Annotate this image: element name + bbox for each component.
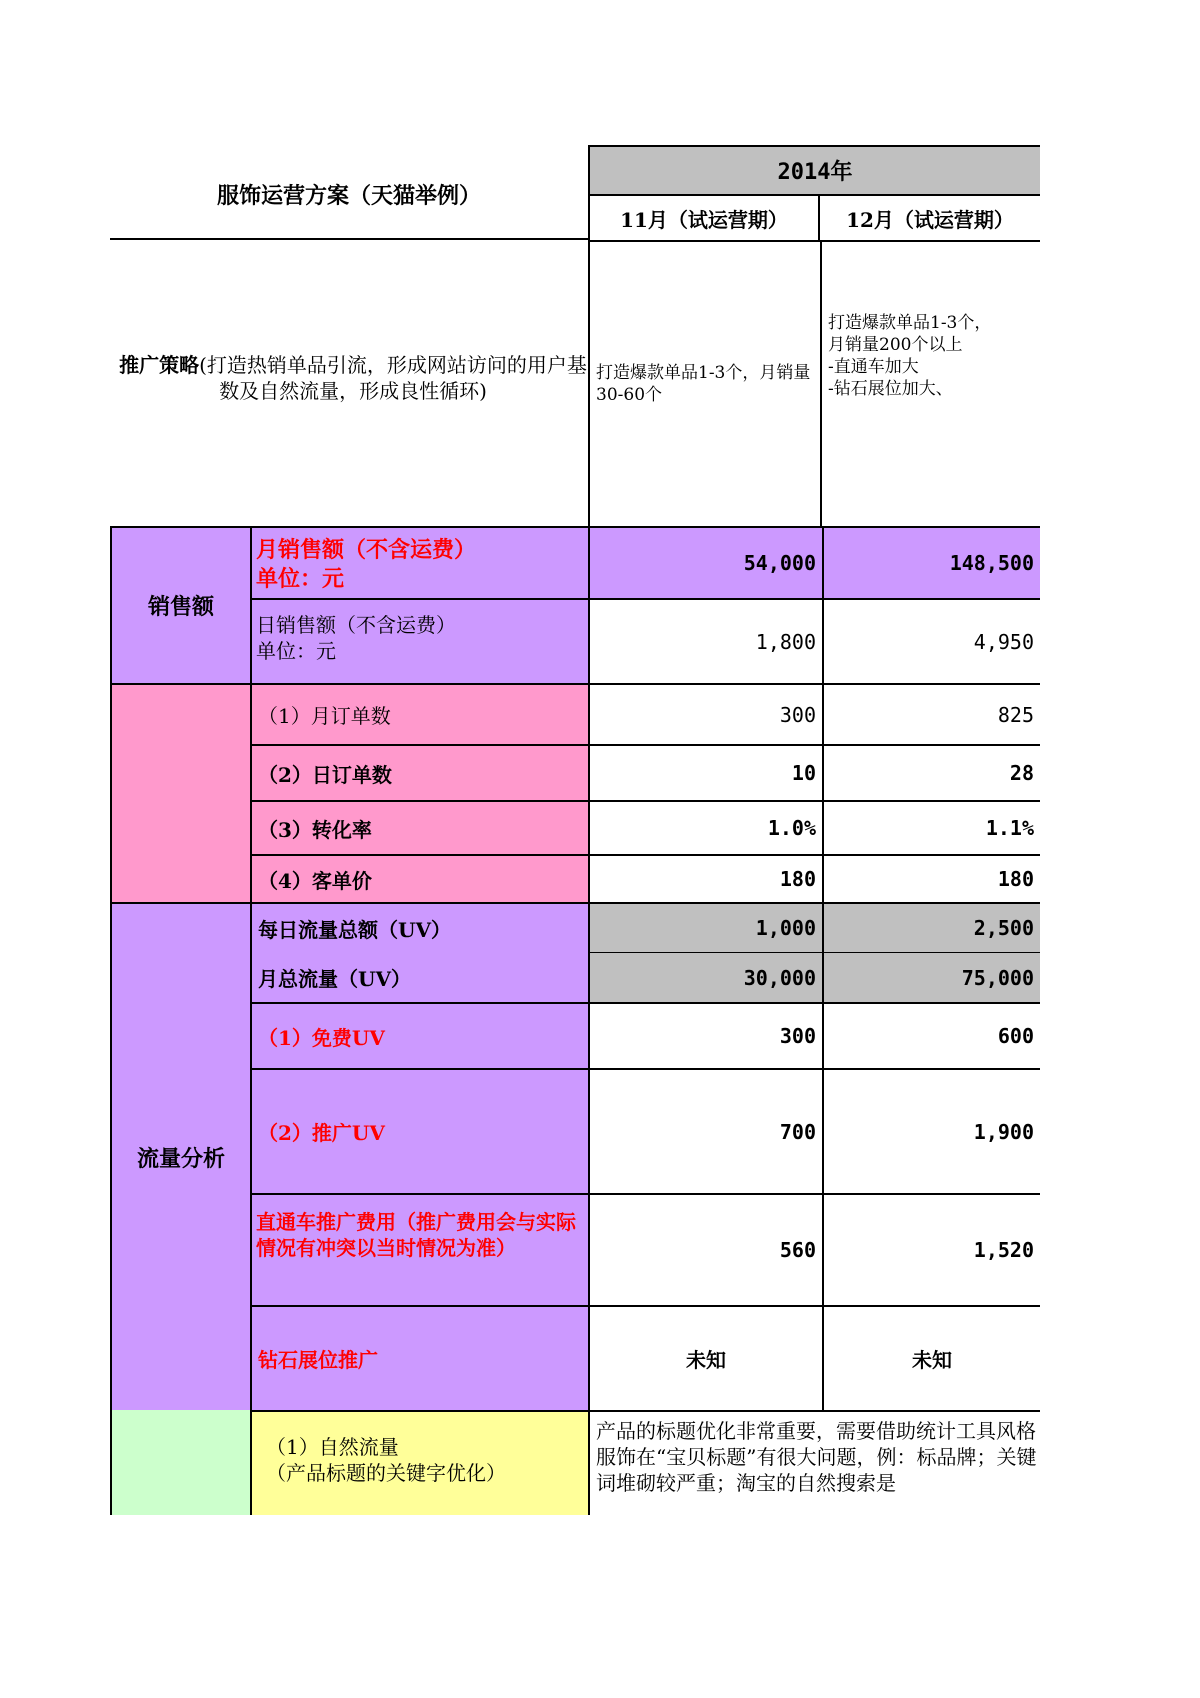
orders-row-2-dec: 28 (822, 744, 1040, 800)
promo-uv-dec: 1,900 (822, 1068, 1040, 1193)
zuanzhan-nov: 未知 (588, 1305, 822, 1410)
group-sales: 销售额 (110, 526, 252, 683)
daily-sales-nov: 1,800 (588, 600, 822, 683)
promo-uv-nov: 700 (588, 1068, 822, 1193)
orders-row-4-label: （4）客单价 (252, 854, 588, 902)
natural-note: 产品的标题优化非常重要，需要借助统计工具风格服饰在“宝贝标题”有很大问题，例：标品牌；关键词堆砌较严重；淘宝的自然搜索是 (588, 1410, 1040, 1515)
monthly-sales-label: 月销售额（不含运费） 单位：元 (252, 526, 588, 600)
strategy-label (118, 352, 588, 422)
monthly-uv-label: 月总流量（UV） (252, 952, 588, 1002)
ztc-nov: 560 (588, 1193, 822, 1305)
strategy-nov: 打造爆款单品1-3个，月销量30-60个 (588, 240, 822, 526)
strategy-dec: 打造爆款单品1-3个， 月销量200个以上 -直通车加大 -钻石展位加大、 (822, 240, 1040, 526)
promo-uv-label: （2）推广UV (252, 1068, 588, 1193)
orders-row-3-label: （3）转化率 (252, 800, 588, 854)
orders-row-4-nov: 180 (588, 854, 822, 902)
orders-row-2-label: （2）日订单数 (252, 744, 588, 800)
daily-uv-dec: 2,500 (822, 902, 1040, 952)
natural-label: （1）自然流量 （产品标题的关键字优化） (252, 1410, 588, 1515)
orders-row-1-dec: 825 (822, 683, 1040, 744)
free-uv-nov: 300 (588, 1002, 822, 1068)
group-traffic: 流量分析 (110, 902, 252, 1410)
month-header-nov: 11月（试运营期） (588, 196, 820, 241)
free-uv-dec: 600 (822, 1002, 1040, 1068)
group-orders (110, 683, 252, 902)
orders-row-3-nov: 1.0% (588, 800, 822, 854)
zuanzhan-label: 钻石展位推广 (252, 1305, 588, 1410)
monthly-sales-dec: 148,500 (822, 526, 1040, 600)
strategy-label-rest: (打造热销单品引流，形成网站访问的用户基数及自然流量，形成良性循环) (199, 353, 587, 403)
month-header-dec: 12月（试运营期） (846, 208, 1014, 232)
group-natural (110, 1410, 252, 1515)
daily-sales-dec: 4,950 (822, 600, 1040, 683)
daily-uv-label: 每日流量总额（UV） (252, 902, 588, 952)
year-header: 2014年 (588, 145, 1040, 196)
orders-row-3-dec: 1.1% (822, 800, 1040, 854)
orders-row-2-nov: 10 (588, 744, 822, 800)
monthly-uv-nov: 30,000 (588, 952, 822, 1002)
right-edge-mask (1040, 130, 1200, 1530)
orders-row-1-nov: 300 (588, 683, 822, 744)
orders-row-4-dec: 180 (822, 854, 1040, 902)
ztc-label: 直通车推广费用（推广费用会与实际情况有冲突以当时情况为准） (252, 1193, 588, 1305)
orders-row-1-label: （1）月订单数 (252, 683, 588, 744)
monthly-uv-dec: 75,000 (822, 952, 1040, 1002)
header-divider (110, 238, 588, 240)
daily-sales-label: 日销售额（不含运费） 单位：元 (252, 600, 588, 683)
monthly-sales-nov: 54,000 (588, 526, 822, 600)
sheet-title: 服饰运营方案（天猫举例） (216, 182, 481, 209)
free-uv-label: （1）免费UV (252, 1002, 588, 1068)
strategy-label-bold: 推广策略 (119, 353, 200, 377)
ztc-dec: 1,520 (822, 1193, 1040, 1305)
daily-uv-nov: 1,000 (588, 902, 822, 952)
zuanzhan-dec: 未知 (822, 1305, 1040, 1410)
